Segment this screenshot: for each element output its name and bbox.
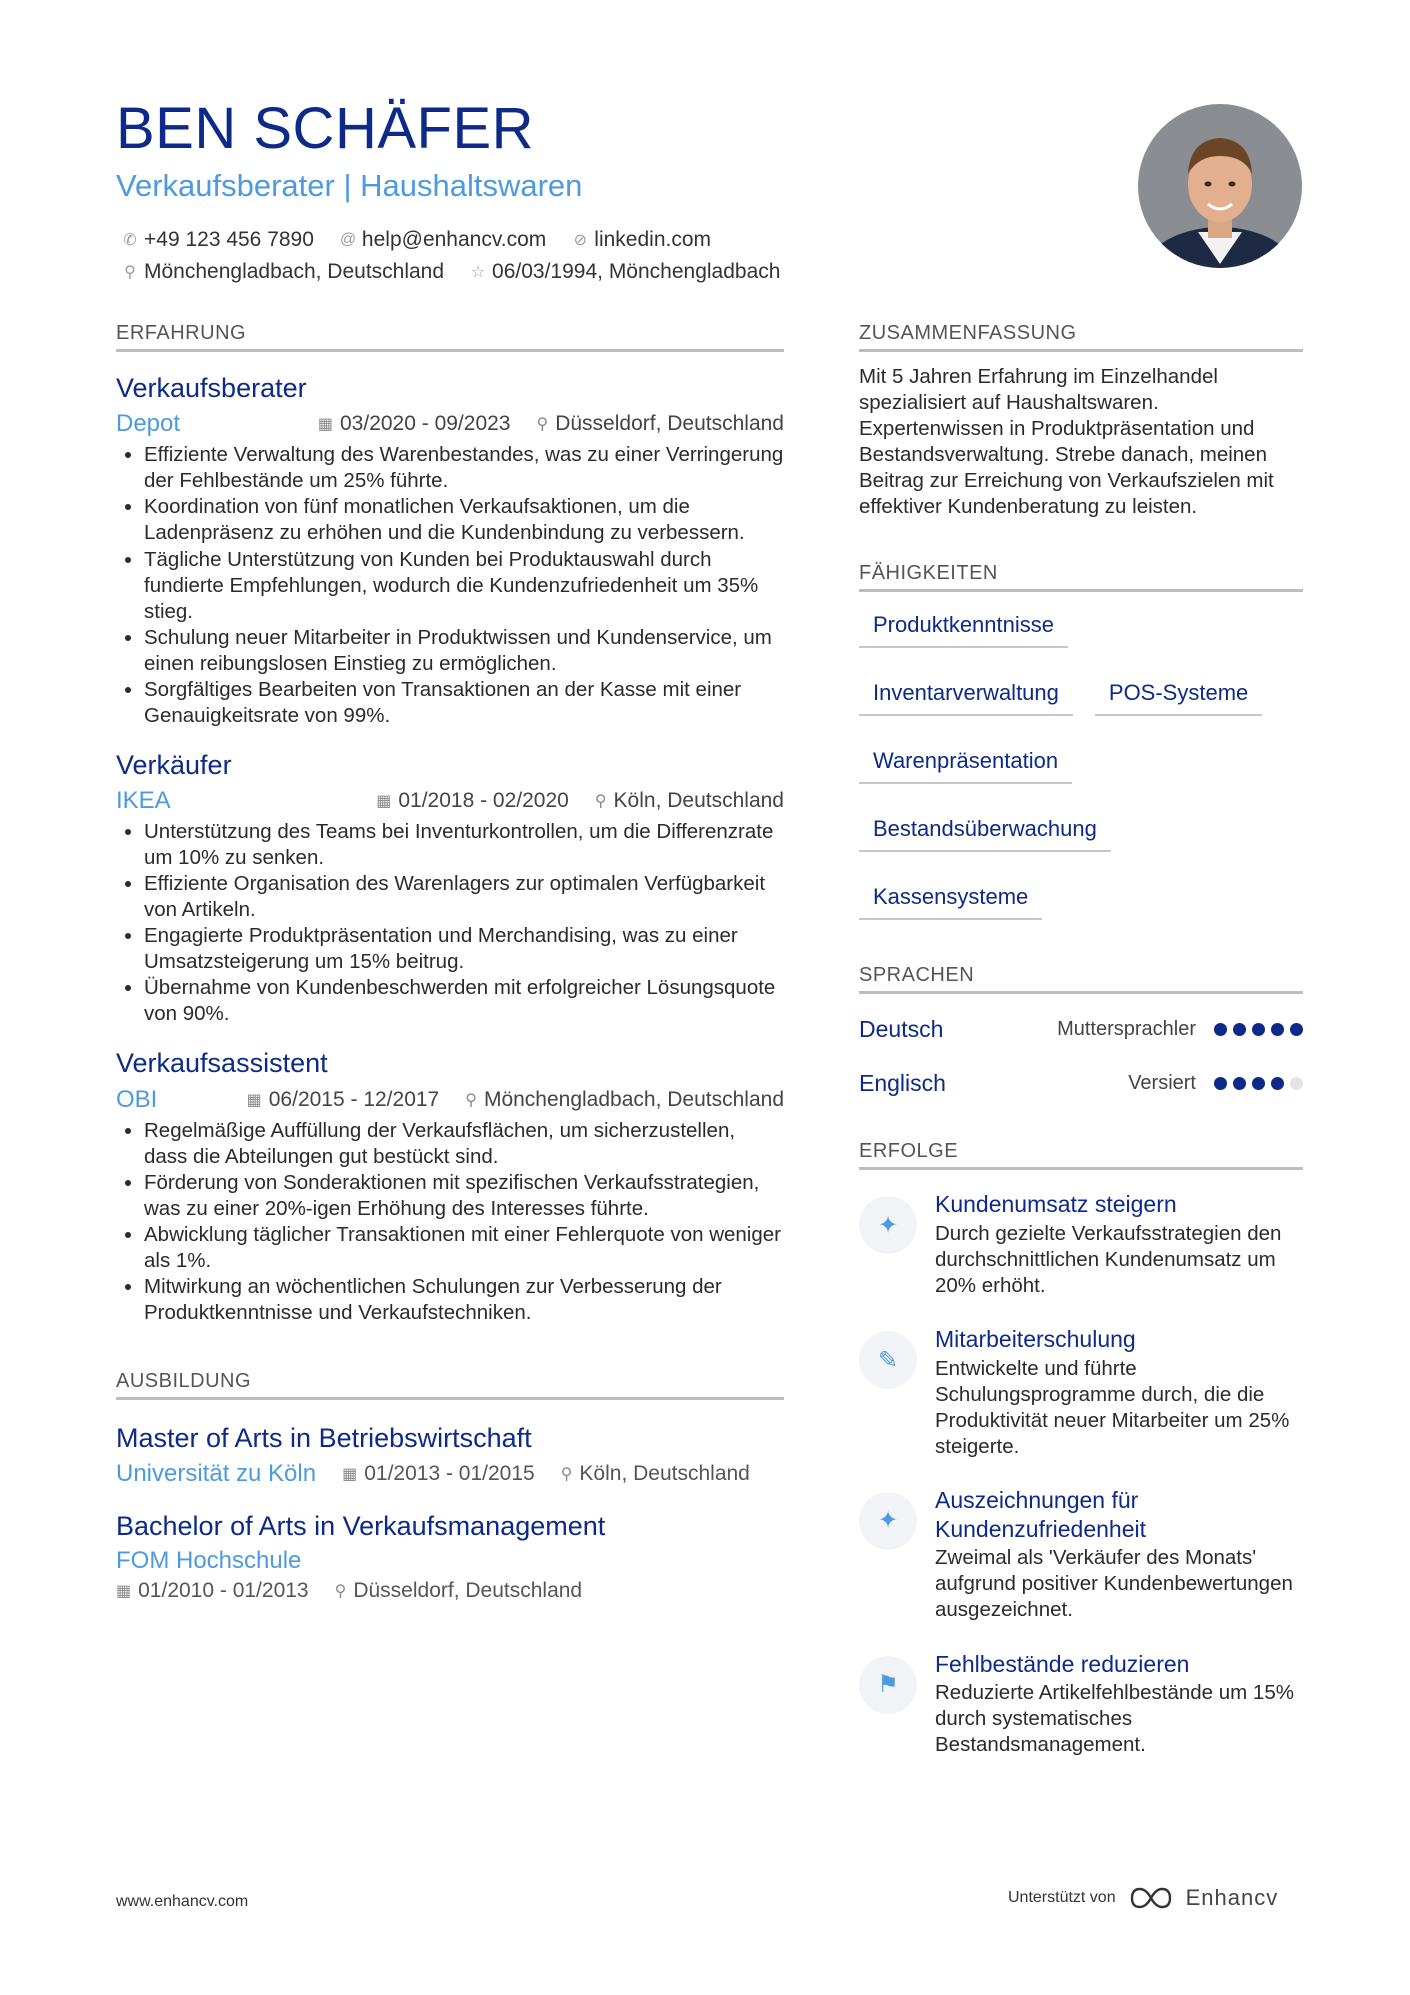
powered-by-text: Unterstützt von: [1008, 1889, 1116, 1906]
list-item: • Abwicklung täglicher Transaktionen mit einer Fehlerquote von weniger als 1%.: [144, 1222, 784, 1274]
candidate-name: BEN SCHÄFER: [116, 96, 535, 161]
rating-dot-filled: [1214, 1077, 1227, 1090]
education-entry: [116, 1422, 784, 1488]
language-name: Englisch: [859, 1069, 946, 1096]
enhancv-logo-icon: [1128, 1885, 1174, 1911]
list-item: • Unterstützung des Teams bei Inventurkontrollen, um die Differenzrate um 10% zu senken.: [144, 819, 784, 871]
language-row: [859, 1062, 1303, 1104]
calendar-icon: ▦: [317, 416, 333, 434]
calendar-icon: ▦: [342, 1466, 358, 1484]
languages-heading: SPRACHEN: [859, 964, 1303, 994]
skill-tag: Produktkenntnisse: [859, 608, 1068, 648]
skill-tag: POS-Systeme: [1095, 676, 1262, 716]
job-company: IKEA: [116, 787, 171, 815]
achievements-heading: ERFOLGE: [859, 1140, 1303, 1170]
phone-text: +49 123 456 7890: [144, 228, 314, 251]
rating-dot-filled: [1290, 1023, 1303, 1036]
job-location: Köln, Deutschland: [613, 789, 784, 813]
skill-tag: Warenpräsentation: [859, 744, 1072, 784]
list-item: • Effiziente Verwaltung des Warenbestandes, was zu einer Verringerung der Fehlbestände um 25% führte.: [144, 442, 784, 494]
achievement-item: [859, 1190, 1303, 1299]
location-pin-icon: ⚲: [334, 1582, 347, 1600]
rating-dot-filled: [1252, 1023, 1265, 1036]
magic-wand-icon: ✎: [859, 1331, 917, 1389]
school-name: FOM Hochschule: [116, 1546, 302, 1574]
footer-website[interactable]: www.enhancv.com: [116, 1893, 249, 1910]
achievement-item: [859, 1650, 1303, 1759]
summary-text: Mit 5 Jahren Erfahrung im Einzelhandel spezialisiert auf Haushaltswaren. Expertenwissen in Produktpräsentation und Bestandsverwaltung. Strebe danach, meinen Beitrag zur Erreichung von Verkaufszielen mit effektiver Kundenberatung zu leisten.: [859, 365, 1274, 519]
rating-dot-empty: [1290, 1077, 1303, 1090]
location-text: Mönchengladbach, Deutschland: [144, 260, 445, 283]
achievement-title: Auszeichnungen für Kundenzufriedenheit: [935, 1486, 1146, 1542]
skill-tag: Inventarverwaltung: [859, 676, 1073, 716]
calendar-icon: ▦: [246, 1091, 262, 1109]
list-item: • Effiziente Organisation des Warenlagers zur optimalen Verfügbarkeit von Artikeln.: [144, 871, 784, 923]
star-icon: ✦: [859, 1492, 917, 1550]
flag-icon: ⚑: [859, 1656, 917, 1714]
achievement-desc: Zweimal als 'Verkäufer des Monats' aufgrund positiver Kundenbewertungen ausgezeichnet.: [935, 1546, 1293, 1622]
job-title: Verkaufsassistent: [116, 1048, 328, 1079]
achievement-item: [859, 1486, 1303, 1624]
achievement-title: Kundenumsatz steigern: [935, 1191, 1177, 1218]
achievement-desc: Entwickelte und führte Schulungsprogramme durch, die die Produktivität neuer Mitarbeiter um 25% steigerte.: [935, 1356, 1290, 1458]
linkedin-contact[interactable]: [572, 228, 711, 252]
language-rating: [1214, 1023, 1303, 1036]
location-pin-icon: ⚲: [594, 793, 607, 811]
calendar-icon: ▦: [116, 1582, 132, 1600]
rating-dot-filled: [1271, 1023, 1284, 1036]
linkedin-text[interactable]: linkedin.com: [594, 228, 712, 251]
degree-title: Bachelor of Arts in Verkaufsmanagement: [116, 1511, 606, 1542]
phone-contact: [122, 228, 314, 252]
achievement-item: [859, 1325, 1303, 1460]
brand-name: Enhancv: [1185, 1885, 1279, 1910]
star-icon: ✦: [859, 1196, 917, 1254]
calendar-icon: ▦: [376, 793, 392, 811]
rating-dot-filled: [1214, 1023, 1227, 1036]
job-title: Verkäufer: [116, 749, 232, 780]
candidate-title: Verkaufsberater | Haushaltswaren: [116, 168, 583, 203]
job-dates: 01/2018 - 02/2020: [398, 789, 569, 813]
summary-heading: ZUSAMMENFASSUNG: [859, 322, 1303, 352]
location-pin-icon: ⚲: [560, 1466, 573, 1484]
experience-heading: ERFAHRUNG: [116, 322, 784, 352]
phone-icon: ✆: [123, 232, 137, 249]
language-name: Deutsch: [859, 1015, 944, 1042]
edu-location: Düsseldorf, Deutschland: [353, 1578, 583, 1602]
skill-tag: Kassensysteme: [859, 880, 1042, 920]
left-column: [116, 322, 784, 1603]
list-item: • Mitwirkung an wöchentlichen Schulungen zur Verbesserung der Produktkenntnisse und Verkaufstechniken.: [144, 1274, 784, 1326]
location-pin-icon: ⚲: [465, 1091, 477, 1109]
job-title: Verkaufsberater: [116, 373, 307, 403]
list-item: • Übernahme von Kundenbeschwerden mit erfolgreicher Lösungsquote von 90%.: [144, 975, 784, 1027]
rating-dot-filled: [1233, 1077, 1246, 1090]
degree-title: Master of Arts in Betriebswirtschaft: [116, 1423, 532, 1454]
list-item: • Schulung neuer Mitarbeiter in Produktwissen und Kundenservice, um einen reibungslosen Einstieg zu ermöglichen.: [144, 625, 784, 677]
job-location: Mönchengladbach, Deutschland: [483, 1087, 784, 1111]
rating-dot-filled: [1233, 1023, 1246, 1036]
location-pin-icon: ⚲: [536, 416, 549, 434]
education-heading: AUSBILDUNG: [116, 1370, 784, 1400]
skills-list: [859, 608, 1303, 920]
school-name: Universität zu Köln: [116, 1460, 317, 1488]
list-item: • Koordination von fünf monatlichen Verkaufsaktionen, um die Ladenpräsenz zu erhöhen und die Kundenbindung zu verbessern.: [144, 494, 784, 546]
language-level: Versiert: [1128, 1071, 1196, 1094]
list-item: • Förderung von Sonderaktionen mit spezifischen Verkaufsstrategien, was zu einer 20%-igen Erhöhung des Interesses führte.: [144, 1170, 784, 1222]
edu-dates: 01/2010 - 01/2013: [138, 1578, 309, 1602]
skills-heading: FÄHIGKEITEN: [859, 562, 1303, 592]
birth-contact: [470, 260, 780, 284]
rating-dot-filled: [1252, 1077, 1265, 1090]
birth-text: 06/03/1994, Mönchengladbach: [492, 260, 781, 283]
link-icon: ⊘: [573, 232, 587, 249]
footer-powered-by: [1008, 1885, 1278, 1911]
list-item: • Engagierte Produktpräsentation und Merchandising, was zu einer Umsatzsteigerung um 15% beitrug.: [144, 923, 784, 975]
contact-info: [122, 224, 780, 288]
job-entry: [116, 372, 784, 729]
job-bullets: [116, 442, 784, 728]
achievement-desc: Reduzierte Artikelfehlbestände um 15% durch systematisches Bestandsmanagement.: [935, 1681, 1294, 1757]
location-contact: [122, 260, 444, 284]
job-bullets: [116, 819, 784, 1027]
email-contact[interactable]: [340, 228, 546, 252]
list-item: • Tägliche Unterstützung von Kunden bei Produktauswahl durch fundierte Empfehlungen, wodurch die Kundenzufriedenheit um 35% stieg.: [144, 547, 784, 625]
list-item: • Regelmäßige Auffüllung der Verkaufsflächen, um sicherzustellen, dass die Abteilungen gut bestückt sind.: [144, 1118, 784, 1170]
avatar-portrait: [1138, 104, 1302, 268]
at-icon: @: [339, 231, 357, 248]
right-column: [859, 322, 1303, 1758]
edu-dates: 01/2013 - 01/2015: [364, 1462, 535, 1486]
job-entry: [116, 1047, 784, 1326]
achievement-title: Fehlbestände reduzieren: [935, 1650, 1190, 1677]
job-company: OBI: [116, 1085, 158, 1113]
achievement-desc: Durch gezielte Verkaufsstrategien den durchschnittlichen Kundenumsatz um 20% erhöht.: [935, 1221, 1282, 1297]
avatar: [1138, 104, 1302, 268]
language-row: [859, 1008, 1303, 1050]
language-level: Muttersprachler: [1057, 1017, 1196, 1040]
location-pin-icon: ⚲: [124, 264, 136, 281]
edu-location: Köln, Deutschland: [579, 1462, 750, 1486]
job-company: Depot: [116, 410, 181, 438]
email-text[interactable]: help@enhancv.com: [361, 228, 547, 251]
job-bullets: [116, 1118, 784, 1326]
language-rating: [1214, 1077, 1303, 1090]
achievement-title: Mitarbeiterschulung: [935, 1326, 1136, 1353]
job-entry: [116, 749, 784, 1028]
star-outline-icon: ☆: [470, 264, 486, 281]
job-dates: 06/2015 - 12/2017: [268, 1087, 440, 1111]
job-location: Düsseldorf, Deutschland: [555, 412, 784, 436]
job-dates: 03/2020 - 09/2023: [340, 412, 511, 436]
list-item: • Sorgfältiges Bearbeiten von Transaktionen an der Kasse mit einer Genauigkeitsrate von 99%.: [144, 677, 784, 729]
rating-dot-filled: [1271, 1077, 1284, 1090]
education-entry: [116, 1510, 784, 1602]
skill-tag: Bestandsüberwachung: [859, 812, 1111, 852]
